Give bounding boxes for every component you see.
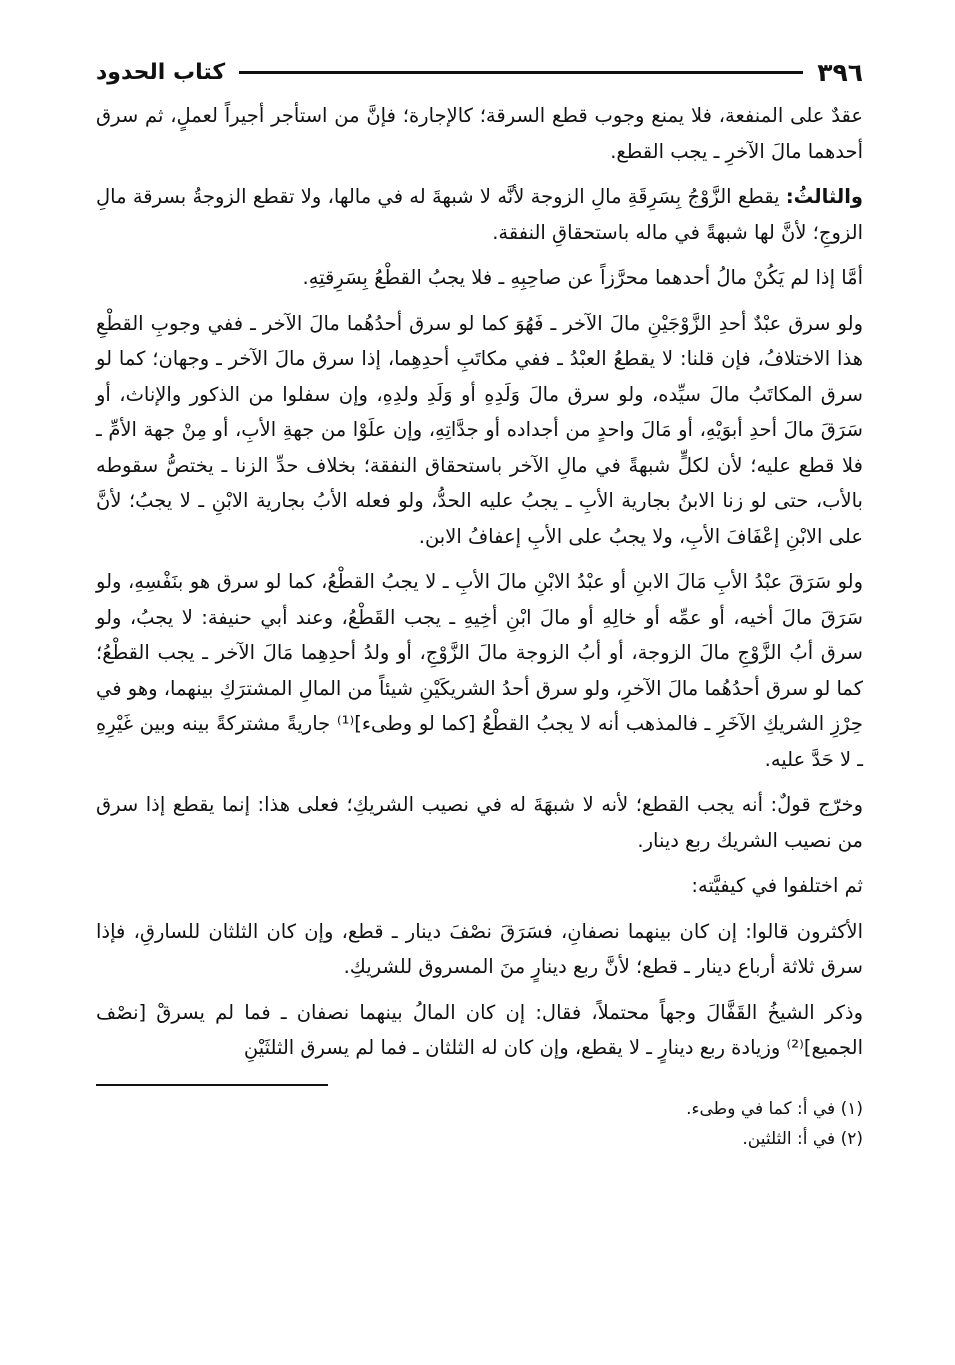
- paragraph: [96, 914, 863, 985]
- paragraph-text: الأكثرون قالوا: إن كان بينهما نصفانِ، فسَرَقَ نصْفَ دينار ـ قطع، وإن كان الثلثان للسارقِ، فإذا سرق ثلاثة أرباع دينار ـ قطع؛ لأنَّ ربع دينارٍ منَ المسروق للشريكِ.: [96, 919, 863, 978]
- footnote-separator: [96, 1084, 328, 1086]
- paragraph-text: وذكر الشيخُ القَفَّالَ وجهاً محتملاً، فقال: إن كان المالُ بينهما نصفان ـ فما لم يسرقْ [نصْف الجميع]⁽²⁾ وزيادة ربع دينارٍ ـ لا يقطع، وإن كان له الثلثان ـ فما لم يسرق الثلثَيْنِ: [96, 1000, 863, 1059]
- paragraph-text: ولو سَرَقَ عبْدُ الأبِ مَالَ الابنِ أو عبْدُ الابْنِ مالَ الأبِ ـ لا يجبُ القطْعُ، كما لو سرق هو بنَفْسِهِ، ولو سَرَقَ مالَ أخيه، أو عمِّه أو خالِهِ أو مالَ ابْنِ أخِيهِ ـ يجب القَطْعُ، وعند أبي حنيفة: لا يجبُ، ولو سرق أبُ الزَّوْجِ مالَ الزوجة، أو أبُ الزوجة مالَ الزَّوْجِ، أو ولدُ أحدِهِما مَالَ الآخر ـ يجب القطْعُ؛ كما لو سرق أحدُهُما مالَ الآخرِ، ولو سرق أحدُ الشريكَيْنِ شيئاً من المالِ المشترَكِ بينهما، وهو في حِرْزِ الشريكِ الآخَرِ ـ فالمذهب أنه لا يجبُ القطْعُ [كما لو وطىء]⁽¹⁾ جاريةً مشتركةً بينه وبين غَيْرِهِ ـ لا حَدَّ عليه.: [96, 570, 863, 771]
- footnotes: [96, 1094, 863, 1154]
- paragraph: [96, 564, 863, 777]
- paragraph-text: وخرّج قولٌ: أنه يجب القطع؛ لأنه لا شبهَةَ له في نصيب الشريكِ؛ فعلى هذا: إنما يقطع إذا سرق من نصيب الشريك ربع دينار.: [96, 793, 863, 852]
- paragraph-text: أمَّا إذا لم يَكُنْ مالُ أحدهما محرَّزاً عن صاحِبِهِ ـ فلا يجبُ القطْعُ بِسَرِقتِهِ.: [302, 266, 863, 289]
- paragraph: [96, 306, 863, 555]
- page-body: [96, 98, 863, 1066]
- paragraph: [96, 98, 863, 169]
- running-title: كتاب الحدود: [96, 59, 226, 85]
- paragraph-text: ولو سرق عبْدٌ أحدِ الزَّوْجَيْنِ مالَ الآخر ـ فَهُوَ كما لو سرق أحدُهُما مالَ الآخر ـ ففي وجوبِ القطْعِ هذا الاختلافُ، فإن قلنا: لا يقطعُ العبْدُ ـ ففي مكاتَبِ أحدِهِما، إذا سرق مالَ الآخر ـ وجهان؛ كما لو سرق المكاتَبُ مالَ سيِّده، ولو سرق مالَ وَلَدِهِ أو وَلَدِ ولدِهِ، وإن سفلوا من الذكور والإناث، أو سَرَقَ مالَ أحدِ أبوَيْهِ، أو مَالَ واحدٍ من أجداده أو جدَّاتِهِ، وإن علَوْا من جهةِ الأبِ، أو مِنْ جهة الأمِّ ـ فلا قطع عليه؛ لأن لكلٍّ شبهةً في مالِ الآخر باستحقاق النفقة؛ بخلاف حدِّ الزنا ـ يختصُّ سقوطه بالأب، حتى لو زنا الابنُ بجارية الأبِ ـ يجبُ عليه الحدُّ، ولو فعله الأبُ بجارية الابْنِ ـ لا يجبُ؛ لأنَّ على الابْنِ إعْفَافَ الأبِ، ولا يجبُ على الأبِ إعفافُ الابن.: [96, 311, 863, 548]
- paragraph-text: ثم اختلفوا في كيفيَّته:: [691, 874, 863, 897]
- paragraph: [96, 868, 863, 904]
- paragraph: [96, 179, 863, 250]
- paragraph: [96, 787, 863, 858]
- paragraph: [96, 260, 863, 296]
- paragraph: [96, 995, 863, 1066]
- paragraph-text: يقطع الزَّوْجُ بِسَرِقَةِ مالِ الزوجة لأنَّه لا شبهةَ له في مالها، ولا تقطع الزوجةُ بسرقة مالِ الزوجِ؛ لأنَّ لها شبهةً في ماله باستحقاقِ النفقة.: [96, 185, 863, 244]
- page-number: ٣٩٦: [817, 57, 863, 87]
- page-header: [96, 52, 863, 92]
- paragraph-lead: والثالثُ:: [785, 185, 863, 208]
- header-rule: [239, 71, 803, 74]
- footnote: (٢) في أ: الثلثين.: [742, 1128, 863, 1149]
- footnote: (١) في أ: كما في وطىء.: [686, 1098, 863, 1119]
- paragraph-text: عقدٌ على المنفعة، فلا يمنع وجوب قطع السرقة؛ كالإجارة؛ فإنَّ من استأجر أجيراً لعملٍ، ثم سرق أحدهما مالَ الآخرِ ـ يجب القطع.: [96, 104, 863, 163]
